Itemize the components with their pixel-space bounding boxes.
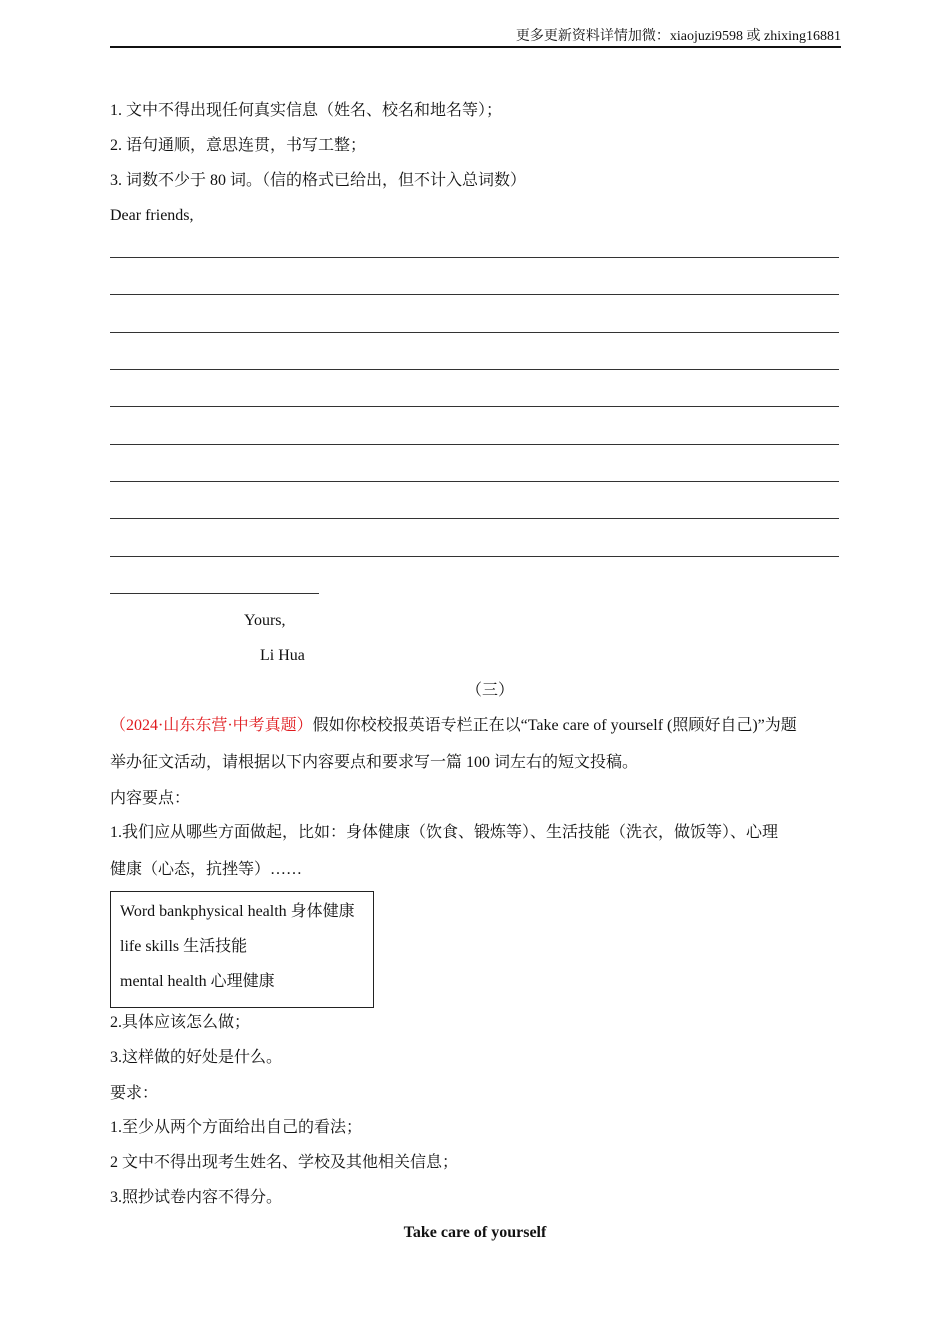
prompt-text: 假如你校校报英语专栏正在以“Take care of yourself (照顾好自己)”为题 (312, 717, 797, 734)
exam-source: （2024·山东东营·中考真题） (110, 717, 313, 734)
word-bank-item: life skills 生活技能 (120, 938, 248, 955)
writing-line[interactable] (110, 556, 839, 557)
essay-title: Take care of yourself (403, 1224, 547, 1241)
point-1-line-1: 1.我们应从哪些方面做起，比如：身体健康（饮食、锻炼等）、生活技能（洗衣，做饭等）、心理 (110, 824, 779, 841)
requirement-item-3: 3.照抄试卷内容不得分。 (110, 1189, 283, 1206)
letter-closing: Yours, (244, 612, 286, 629)
requirement-3: 3. 词数不少于 80 词。（信的格式已给出，但不计入总词数） (110, 172, 527, 189)
writing-line-short[interactable] (110, 593, 319, 594)
writing-line[interactable] (110, 444, 839, 445)
prompt-first-line (110, 716, 797, 736)
writing-line[interactable] (110, 294, 839, 295)
requirement-item-1: 1.至少从两个方面给出自己的看法； (110, 1119, 363, 1136)
prompt-second-line: 举办征文活动，请根据以下内容要点和要求写一篇 100 词左右的短文投稿。 (110, 754, 639, 771)
points-heading: 内容要点： (110, 790, 191, 807)
requirements-heading: 要求： (110, 1085, 159, 1102)
word-bank-box (110, 891, 374, 1008)
header-text: 更多更新资料详情加微：xiaojuzi9598 或 zhixing16881 (515, 29, 841, 44)
point-2: 2.具体应该怎么做； (110, 1014, 251, 1031)
page-header (110, 27, 841, 48)
writing-line[interactable] (110, 481, 839, 482)
letter-signature: Li Hua (260, 647, 305, 664)
writing-line[interactable] (110, 257, 839, 258)
word-bank-item: Word bankphysical health 身体健康 (120, 903, 355, 920)
writing-line[interactable] (110, 406, 839, 407)
writing-line[interactable] (110, 518, 839, 519)
requirement-1: 1. 文中不得出现任何真实信息（姓名、校名和地名等）； (110, 102, 503, 119)
point-1-line-2: 健康（心态，抗挫等）…… (110, 861, 303, 878)
requirement-item-2: 2 文中不得出现考生姓名、学校及其他相关信息； (110, 1154, 459, 1171)
section-number: （三） (465, 682, 514, 699)
requirement-2: 2. 语句通顺，意思连贯，书写工整； (110, 137, 367, 154)
point-3: 3.这样做的好处是什么。 (110, 1049, 283, 1066)
writing-line[interactable] (110, 369, 839, 370)
word-bank-item: mental health 心理健康 (120, 973, 275, 990)
writing-line[interactable] (110, 332, 839, 333)
letter-salutation: Dear friends, (110, 207, 194, 224)
